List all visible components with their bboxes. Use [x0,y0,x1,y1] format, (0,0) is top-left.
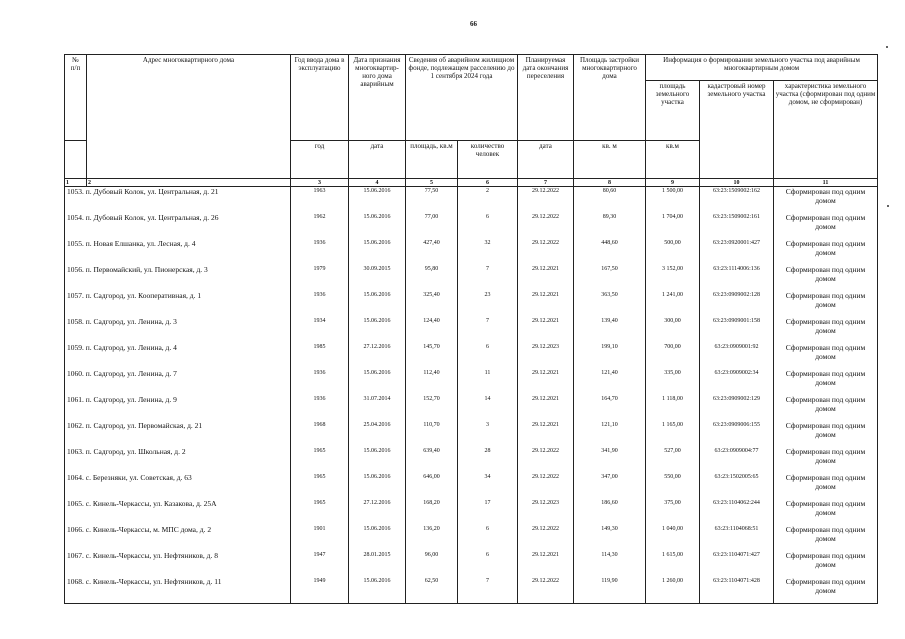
scan-dot-mark [886,46,888,48]
cell-address: 1056. п. Первомайский, ул. Пионерская, д. 3 [65,265,291,291]
cell-year: 1947 [291,551,349,577]
scan-dot-mark [887,205,889,207]
cell-address: 1053. п. Дубовый Колок, ул. Центральная, д. 21 [65,187,291,214]
cell-characteristic: Сформирован под одним домом [774,343,878,369]
cell-build-area: 341,90 [574,447,646,473]
cell-area: 124,40 [406,317,458,343]
cell-year: 1979 [291,265,349,291]
cell-characteristic: Сформирован под одним домом [774,317,878,343]
cell-area: 62,50 [406,577,458,604]
cell-date: 15.06.2016 [349,213,406,239]
cell-land-area: 700,00 [646,343,700,369]
cell-land-area: 1 500,00 [646,187,700,214]
cell-area: 168,20 [406,499,458,525]
unit-area: площадь, кв.м [406,141,458,179]
cell-address: 1067. с. Кинель-Черкассы, ул. Нефтяников, д. 8 [65,551,291,577]
cell-address: 1064. с. Березняки, ул. Советская, д. 63 [65,473,291,499]
cell-date: 27.12.2016 [349,499,406,525]
cell-cadastral: 63:23:1509002:161 [700,213,774,239]
cell-land-area: 300,00 [646,317,700,343]
cell-year: 1936 [291,239,349,265]
cell-date: 15.06.2016 [349,525,406,551]
header-land-info: Информация о формировании земельного участка под аварийным многоквартирным домом [646,55,878,81]
cell-area: 95,80 [406,265,458,291]
cell-characteristic: Сформирован под одним домом [774,421,878,447]
cell-date: 15.06.2016 [349,291,406,317]
cell-build-area: 347,00 [574,473,646,499]
table-row [65,577,878,604]
cell-planned-date: 29.12.2022 [518,473,574,499]
cell-land-area: 527,00 [646,447,700,473]
unit-people: количество человек [458,141,518,179]
cell-cadastral: 63:23:0920001:427 [700,239,774,265]
cell-build-area: 80,60 [574,187,646,214]
col-number-1: 1 [65,179,87,187]
cell-year: 1965 [291,499,349,525]
cell-date: 31.07.2014 [349,395,406,421]
cell-land-area: 3 152,00 [646,265,700,291]
cell-area: 427,40 [406,239,458,265]
header-date-recognized: Дата признания многоквартир-ного дома аварийным [349,55,406,141]
cell-cadastral: 63:23:0909001:158 [700,317,774,343]
cell-build-area: 89,30 [574,213,646,239]
cell-year: 1949 [291,577,349,604]
header-characteristic: характеристика земельного участка (сформирован под одним домом, не сформирован) [774,81,878,179]
cell-characteristic: Сформирован под одним домом [774,577,878,604]
cell-date: 15.06.2016 [349,369,406,395]
cell-date: 28.01.2015 [349,551,406,577]
cell-land-area: 1 615,00 [646,551,700,577]
cell-year: 1962 [291,213,349,239]
cell-people: 6 [458,551,518,577]
header-number-unit [65,141,87,179]
cell-characteristic: Сформирован под одним домом [774,239,878,265]
cell-date: 25.04.2016 [349,421,406,447]
cell-date: 30.09.2015 [349,265,406,291]
cell-date: 15.06.2016 [349,239,406,265]
table-row [65,395,878,421]
cell-people: 34 [458,473,518,499]
cell-year: 1965 [291,473,349,499]
cell-build-area: 121,40 [574,369,646,395]
cell-area: 77,00 [406,213,458,239]
table-row [65,421,878,447]
header-address: Адрес многоквартирного дома [87,55,291,179]
table-row [65,291,878,317]
unit-build-area: кв. м [574,141,646,179]
cell-build-area: 149,30 [574,525,646,551]
cell-cadastral: 63:23:0909002:128 [700,291,774,317]
header-planned-date: Планируемая дата окончания переселения [518,55,574,141]
cell-cadastral: 63:23:0909002:129 [700,395,774,421]
cell-build-area: 164,70 [574,395,646,421]
cell-area: 325,40 [406,291,458,317]
col-number-4: 4 [349,179,406,187]
header-number: № п/п [65,55,87,141]
cell-address: 1063. п. Садгород, ул. Школьная, д. 2 [65,447,291,473]
col-number-7: 7 [518,179,574,187]
cell-cadastral: 63:23:1509002:162 [700,187,774,214]
cell-year: 1936 [291,369,349,395]
cell-characteristic: Сформирован под одним домом [774,291,878,317]
cell-build-area: 186,60 [574,499,646,525]
cell-address: 1059. п. Садгород, ул. Ленина, д. 4 [65,343,291,369]
col-number-3: 3 [291,179,349,187]
cell-area: 112,40 [406,369,458,395]
cell-characteristic: Сформирован под одним домом [774,447,878,473]
col-number-8: 8 [574,179,646,187]
cell-characteristic: Сформирован под одним домом [774,525,878,551]
cell-cadastral: 63:23:0909004:77 [700,447,774,473]
page-number: 66 [470,20,477,28]
cell-address: 1065. с. Кинель-Черкассы, ул. Казакова, д. 25А [65,499,291,525]
cell-people: 17 [458,499,518,525]
cell-build-area: 119,90 [574,577,646,604]
cell-build-area: 167,50 [574,265,646,291]
table-row [65,473,878,499]
cell-characteristic: Сформирован под одним домом [774,369,878,395]
cell-planned-date: 29.12.2021 [518,551,574,577]
cell-planned-date: 29.12.2023 [518,499,574,525]
unit-year: год [291,141,349,179]
cell-people: 11 [458,369,518,395]
table-row [65,551,878,577]
cell-land-area: 1 241,00 [646,291,700,317]
col-number-10: 10 [700,179,774,187]
cell-build-area: 448,60 [574,239,646,265]
cell-characteristic: Сформирован под одним домом [774,213,878,239]
cell-land-area: 1 040,00 [646,525,700,551]
cell-year: 1963 [291,187,349,214]
col-number-5: 5 [406,179,458,187]
cell-planned-date: 29.12.2022 [518,213,574,239]
cell-planned-date: 29.12.2021 [518,291,574,317]
header-cadastral: кадастровый номер земельного участка [700,81,774,179]
cell-land-area: 375,00 [646,499,700,525]
cell-date: 15.06.2016 [349,187,406,214]
table-row [65,525,878,551]
cell-planned-date: 29.12.2021 [518,317,574,343]
col-number-11: 11 [774,179,878,187]
cell-build-area: 139,40 [574,317,646,343]
cell-cadastral: 63:23:1114006:136 [700,265,774,291]
cell-cadastral: 63:23:0909002:34 [700,369,774,395]
cell-planned-date: 29.12.2023 [518,343,574,369]
cell-area: 646,00 [406,473,458,499]
cell-people: 6 [458,343,518,369]
cell-people: 7 [458,265,518,291]
table-row [65,239,878,265]
cell-planned-date: 29.12.2022 [518,187,574,214]
cell-characteristic: Сформирован под одним домом [774,265,878,291]
cell-date: 15.06.2016 [349,447,406,473]
cell-planned-date: 29.12.2021 [518,395,574,421]
cell-land-area: 550,00 [646,473,700,499]
cell-date: 15.06.2016 [349,577,406,604]
cell-address: 1055. п. Новая Елшанка, ул. Лесная, д. 4 [65,239,291,265]
cell-land-area: 1 165,00 [646,421,700,447]
cell-planned-date: 29.12.2022 [518,577,574,604]
cell-cadastral: 63:23:1104071:427 [700,551,774,577]
cell-area: 110,70 [406,421,458,447]
cell-land-area: 500,00 [646,239,700,265]
cell-build-area: 199,10 [574,343,646,369]
cell-land-area: 335,00 [646,369,700,395]
cell-address: 1060. п. Садгород, ул. Ленина, д. 7 [65,369,291,395]
unit-planned-date: дата [518,141,574,179]
cell-characteristic: Сформирован под одним домом [774,473,878,499]
cell-year: 1965 [291,447,349,473]
cell-address: 1068. с. Кинель-Черкассы, ул. Нефтяников, д. 11 [65,577,291,604]
cell-date: 15.06.2016 [349,317,406,343]
table-row [65,343,878,369]
cell-address: 1066. с. Кинель-Черкассы, м. МПС дома, д. 2 [65,525,291,551]
cell-land-area: 1 118,00 [646,395,700,421]
cell-people: 7 [458,577,518,604]
cell-cadastral: 63:23:0909006:155 [700,421,774,447]
header-fund-info: Сведения об аварийном жилищном фонде, подлежащем расселению до 1 сентября 2024 года [406,55,518,141]
cell-characteristic: Сформирован под одним домом [774,551,878,577]
table-row [65,447,878,473]
cell-area: 639,40 [406,447,458,473]
header-year: Год ввода дома в эксплуатацию [291,55,349,141]
table-row [65,369,878,395]
cell-characteristic: Сформирован под одним домом [774,395,878,421]
cell-date: 27.12.2016 [349,343,406,369]
cell-people: 6 [458,213,518,239]
table-body [65,187,878,604]
table-row [65,213,878,239]
emergency-housing-table [64,54,878,604]
cell-address: 1061. п. Садгород, ул. Ленина, д. 9 [65,395,291,421]
cell-year: 1934 [291,317,349,343]
cell-cadastral: 63:23:1502005:65 [700,473,774,499]
cell-build-area: 363,50 [574,291,646,317]
table-row [65,499,878,525]
cell-people: 28 [458,447,518,473]
cell-year: 1968 [291,421,349,447]
cell-planned-date: 29.12.2022 [518,447,574,473]
cell-build-area: 114,30 [574,551,646,577]
cell-date: 15.06.2016 [349,473,406,499]
cell-cadastral: 63:23:1104062:244 [700,499,774,525]
cell-address: 1054. п. Дубовый Колок, ул. Центральная, д. 26 [65,213,291,239]
table-row [65,317,878,343]
table-row [65,187,878,214]
cell-area: 77,50 [406,187,458,214]
cell-address: 1058. п. Садгород, ул. Ленина, д. 3 [65,317,291,343]
cell-people: 2 [458,187,518,214]
cell-area: 96,00 [406,551,458,577]
cell-people: 6 [458,525,518,551]
cell-cadastral: 63:23:1104071:428 [700,577,774,604]
cell-area: 136,20 [406,525,458,551]
cell-area: 152,70 [406,395,458,421]
cell-address: 1057. п. Садгород, ул. Кооперативная, д. 1 [65,291,291,317]
cell-land-area: 1 260,00 [646,577,700,604]
cell-people: 32 [458,239,518,265]
cell-people: 23 [458,291,518,317]
header-build-area: Площадь застройки многоквартирного дома [574,55,646,141]
cell-cadastral: 63:23:1104068:51 [700,525,774,551]
cell-people: 7 [458,317,518,343]
cell-planned-date: 29.12.2021 [518,369,574,395]
col-number-6: 6 [458,179,518,187]
cell-year: 1901 [291,525,349,551]
unit-land-area: кв.м [646,141,700,179]
col-number-9: 9 [646,179,700,187]
cell-people: 3 [458,421,518,447]
cell-characteristic: Сформирован под одним домом [774,187,878,214]
cell-planned-date: 29.12.2021 [518,265,574,291]
cell-address: 1062. п. Садгород, ул. Первомайская, д. 21 [65,421,291,447]
cell-land-area: 1 704,00 [646,213,700,239]
col-number-2: 2 [87,179,291,187]
cell-planned-date: 29.12.2022 [518,525,574,551]
cell-build-area: 121,10 [574,421,646,447]
cell-planned-date: 29.12.2022 [518,239,574,265]
cell-planned-date: 29.12.2021 [518,421,574,447]
cell-year: 1936 [291,291,349,317]
cell-year: 1936 [291,395,349,421]
unit-date: дата [349,141,406,179]
cell-cadastral: 63:23:0909001:92 [700,343,774,369]
cell-people: 14 [458,395,518,421]
cell-year: 1985 [291,343,349,369]
table-row [65,265,878,291]
cell-characteristic: Сформирован под одним домом [774,499,878,525]
cell-area: 145,70 [406,343,458,369]
header-land-area: площадь земельного участка [646,81,700,141]
